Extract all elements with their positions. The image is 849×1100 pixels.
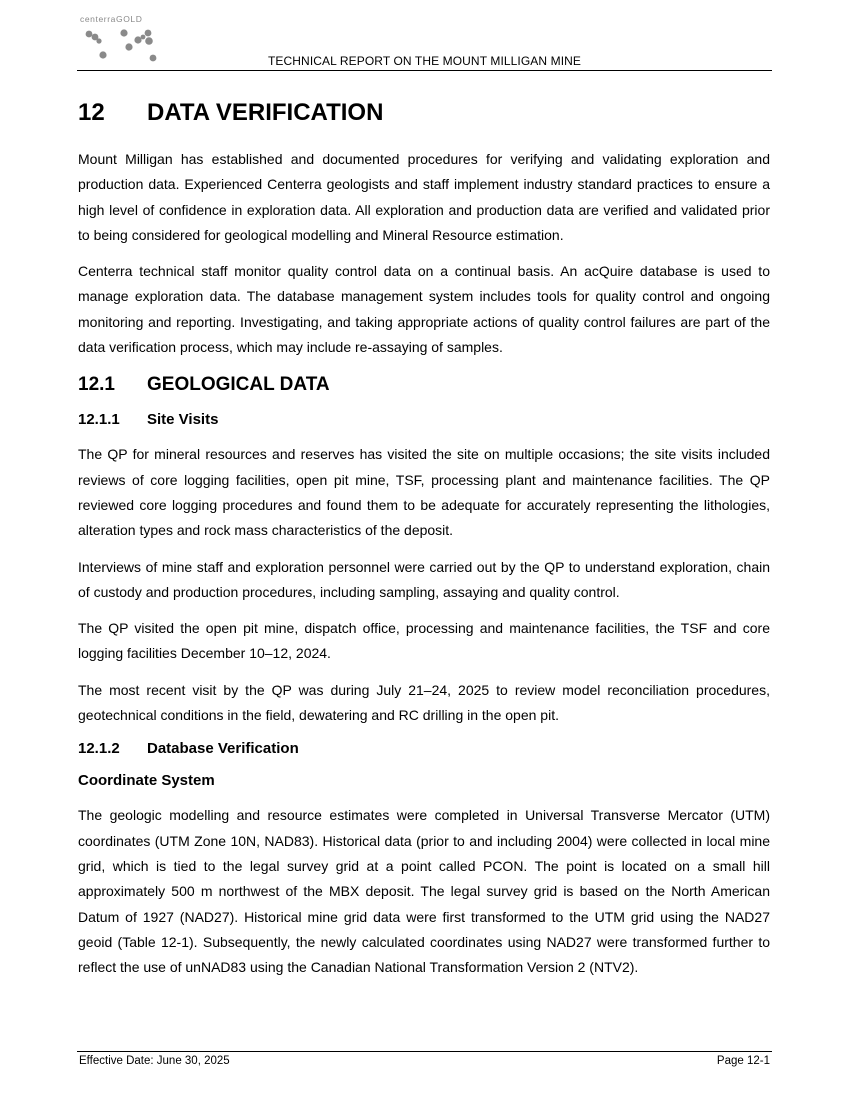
paragraph: Interviews of mine staff and exploration personnel were carried out by the QP to understand exploration, chain of custody and production procedures, including sampling, assaying and quality control. [78,558,770,600]
section-title: DATA VERIFICATION [147,99,384,126]
site-visits-title: Site Visits [147,411,219,429]
header-divider [77,70,772,71]
footer-divider [77,1051,772,1052]
logo-wordmark: centerraGOLD [80,14,143,24]
database-verification-number: 12.1.2 [78,740,120,758]
subsection-heading [78,373,770,397]
paragraph: Centerra technical staff monitor quality control data on a continual basis. An acQuire database is used to manage exploration data. The database management system includes tools for quality control and ongoing monitoring and reporting. Investigating, and taking appropriate actions of quality control failures are part of the data verification process, which may include re-assaying of samples. [78,263,770,356]
paragraph: Mount Milligan has established and documented procedures for verifying and validating exploration and production data. Experienced Centerra geologists and staff implement industry standard practices to ensure a high level of confidence in exploration data. All exploration and production data are verified and validated prior to being considered for geological modelling and Mineral Resource estimation. [78,151,770,243]
subsection-title: GEOLOGICAL DATA [147,374,330,396]
database-verification-heading [78,739,770,759]
page-number: Page 12-1 [716,1055,770,1067]
database-verification-title: Database Verification [147,740,299,758]
paragraph: The geologic modelling and resource estimates were completed in Universal Transverse Mercator (UTM) coordinates (UTM Zone 10N, NAD83). Historical data (prior to and including 2004) were collected in local mine grid, which is tied to the legal survey grid at a point called PCON. The point is located on a small hill approximately 500 m northwest of the MBX deposit. The legal survey grid is based on the North American Datum of 1927 (NAD27). Historical mine grid data were first transformed to the UTM grid using the NAD27 geoid (Table 12-1). Subsequently, the newly calculated coordinates using NAD27 were transformed further to reflect the use of unNAD83 using the Canadian National Transformation Version 2 (NTV2). [78,807,770,976]
section-heading [78,98,770,128]
section-number: 12 [78,99,105,126]
site-visits-heading [78,410,770,430]
document-body [78,98,770,991]
report-title: TECHNICAL REPORT ON THE MOUNT MILLIGAN MINE [267,54,581,68]
site-visits-number: 12.1.1 [78,411,120,429]
paragraph: The QP visited the open pit mine, dispatch office, processing and maintenance facilities, the TSF and core logging facilities December 10–12, 2024. [78,620,770,662]
coordinate-system-heading: Coordinate System [78,772,215,790]
paragraph: The QP for mineral resources and reserves has visited the site on multiple occasions; the site visits included reviews of core logging facilities, open pit mine, TSF, processing plant and maintenance facilities. The QP reviewed core logging procedures and found them to be adequate for accurately representing the lithologies, alteration types and rock mass characteristics of the deposit. [78,446,770,539]
effective-date: Effective Date: June 30, 2025 [79,1055,230,1067]
subsection-number: 12.1 [78,374,115,396]
paragraph: The most recent visit by the QP was during July 21–24, 2025 to review model reconciliation procedures, geotechnical conditions in the field, dewatering and RC drilling in the open pit. [78,681,770,724]
